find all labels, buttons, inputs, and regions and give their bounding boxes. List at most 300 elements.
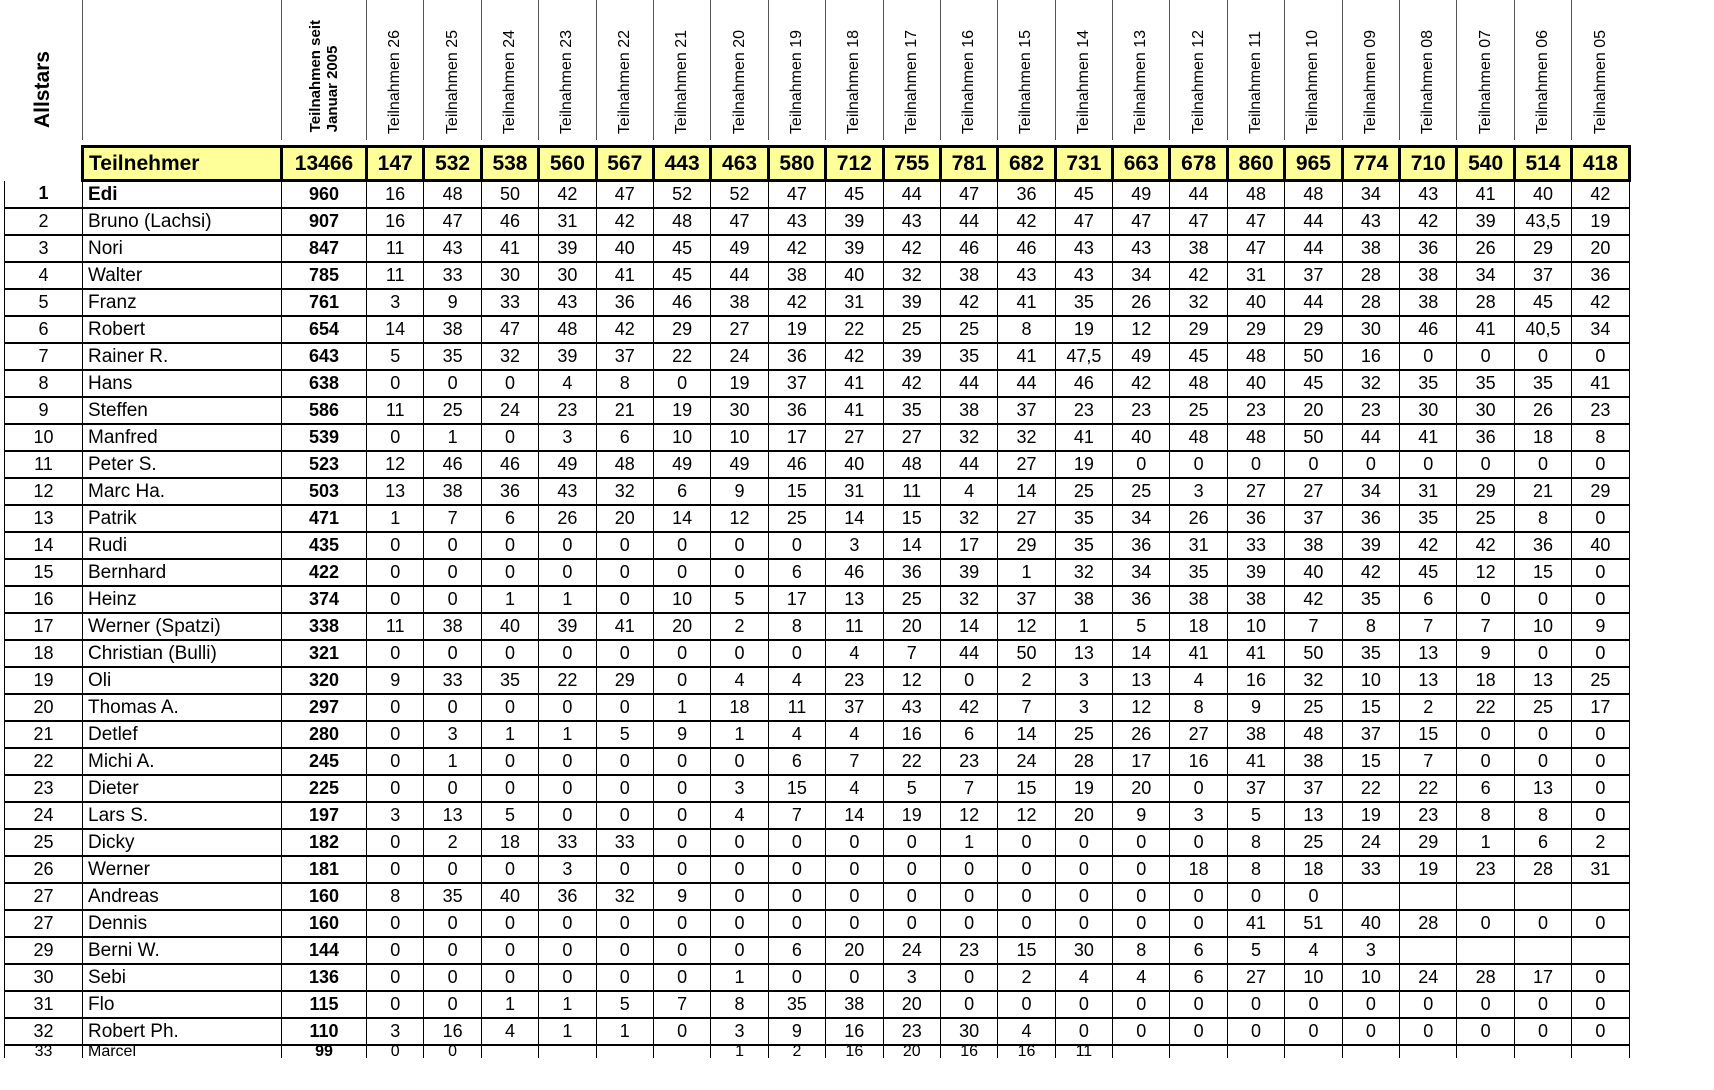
value-cell: 11 bbox=[367, 235, 424, 262]
value-cell: 31 bbox=[539, 208, 596, 235]
value-cell: 36 bbox=[1514, 532, 1571, 559]
value-cell: 0 bbox=[596, 694, 653, 721]
value-cell: 7 bbox=[826, 748, 883, 775]
value-cell: 0 bbox=[596, 640, 653, 667]
value-cell: 0 bbox=[1113, 451, 1170, 478]
column-header-cell bbox=[998, 0, 1055, 140]
total-cell: 160 bbox=[282, 883, 367, 910]
value-cell: 9 bbox=[424, 289, 481, 316]
value-cell: 48 bbox=[1227, 181, 1284, 209]
name-cell: Sebi bbox=[83, 964, 282, 991]
value-cell: 0 bbox=[481, 370, 538, 397]
value-cell: 0 bbox=[711, 910, 768, 937]
value-cell: 0 bbox=[596, 775, 653, 802]
value-cell: 0 bbox=[424, 559, 481, 586]
name-cell: Nori bbox=[83, 235, 282, 262]
value-cell: 3 bbox=[367, 1018, 424, 1045]
value-cell: 32 bbox=[1170, 289, 1227, 316]
value-cell: 7 bbox=[1457, 613, 1514, 640]
value-cell: 34 bbox=[1572, 316, 1629, 343]
value-cell: 37 bbox=[1285, 262, 1342, 289]
value-cell: 28 bbox=[1514, 856, 1571, 883]
table-row bbox=[5, 991, 1630, 1018]
total-cell: 643 bbox=[282, 343, 367, 370]
value-cell: 38 bbox=[1400, 289, 1457, 316]
value-cell: 2 bbox=[998, 964, 1055, 991]
value-cell: 5 bbox=[711, 586, 768, 613]
value-cell: 0 bbox=[539, 910, 596, 937]
value-cell: 4 bbox=[481, 1018, 538, 1045]
value-cell: 5 bbox=[367, 343, 424, 370]
value-cell: 43 bbox=[1400, 181, 1457, 209]
value-cell: 9 bbox=[653, 721, 710, 748]
value-cell: 42 bbox=[1572, 181, 1629, 209]
rank-cell: 9 bbox=[5, 397, 83, 424]
value-cell: 30 bbox=[940, 1018, 997, 1045]
value-cell: 18 bbox=[1170, 613, 1227, 640]
table-row bbox=[5, 721, 1630, 748]
value-cell: 0 bbox=[596, 802, 653, 829]
column-header-cell bbox=[367, 0, 424, 140]
value-cell: 1 bbox=[481, 991, 538, 1018]
name-cell: Christian (Bulli) bbox=[83, 640, 282, 667]
value-cell: 0 bbox=[653, 937, 710, 964]
value-cell: 7 bbox=[424, 505, 481, 532]
name-cell: Rainer R. bbox=[83, 343, 282, 370]
value-cell: 13 bbox=[1400, 667, 1457, 694]
value-cell: 28 bbox=[1342, 262, 1399, 289]
value-cell: 0 bbox=[424, 640, 481, 667]
summary-value: 514 bbox=[1514, 147, 1571, 181]
total-cell: 471 bbox=[282, 505, 367, 532]
rank-cell: 11 bbox=[5, 451, 83, 478]
value-cell: 36 bbox=[1227, 505, 1284, 532]
value-cell: 41 bbox=[1227, 910, 1284, 937]
value-cell: 1 bbox=[367, 505, 424, 532]
value-cell: 1 bbox=[424, 748, 481, 775]
column-header-cell bbox=[1170, 0, 1227, 140]
name-cell: Edi bbox=[83, 181, 282, 209]
column-header-label: Teilnahmen 09 bbox=[1361, 29, 1379, 134]
summary-value: 781 bbox=[940, 147, 997, 181]
table-row bbox=[5, 883, 1630, 910]
value-cell: 23 bbox=[1457, 856, 1514, 883]
value-cell bbox=[1342, 883, 1399, 910]
summary-value: 755 bbox=[883, 147, 940, 181]
column-header-cell bbox=[711, 0, 768, 140]
value-cell: 11 bbox=[367, 613, 424, 640]
value-cell: 0 bbox=[367, 586, 424, 613]
rank-cell: 30 bbox=[5, 964, 83, 991]
value-cell: 8 bbox=[1572, 424, 1629, 451]
value-cell: 0 bbox=[1055, 856, 1112, 883]
total-cell: 338 bbox=[282, 613, 367, 640]
value-cell: 0 bbox=[1285, 451, 1342, 478]
value-cell: 38 bbox=[1227, 586, 1284, 613]
summary-blank-cell bbox=[5, 147, 83, 181]
value-cell: 0 bbox=[1170, 775, 1227, 802]
value-cell: 0 bbox=[826, 883, 883, 910]
summary-value: 147 bbox=[367, 147, 424, 181]
value-cell: 3 bbox=[1170, 802, 1227, 829]
rank-cell: 23 bbox=[5, 775, 83, 802]
column-header-label: Teilnahmen 16 bbox=[960, 29, 978, 134]
value-cell: 2 bbox=[711, 613, 768, 640]
column-header-wrap bbox=[1457, 2, 1513, 140]
value-cell: 19 bbox=[1055, 316, 1112, 343]
value-cell: 48 bbox=[1170, 424, 1227, 451]
value-cell: 0 bbox=[1572, 748, 1629, 775]
value-cell: 11 bbox=[768, 694, 825, 721]
value-cell: 42 bbox=[768, 235, 825, 262]
value-cell: 0 bbox=[1227, 1018, 1284, 1045]
value-cell: 0 bbox=[1457, 748, 1514, 775]
value-cell: 50 bbox=[1285, 640, 1342, 667]
value-cell: 8 bbox=[711, 991, 768, 1018]
value-cell: 0 bbox=[1514, 1018, 1571, 1045]
value-cell: 0 bbox=[539, 640, 596, 667]
total-cell: 960 bbox=[282, 181, 367, 209]
value-cell: 8 bbox=[1457, 802, 1514, 829]
allstars-table bbox=[4, 0, 1631, 1058]
value-cell: 0 bbox=[1342, 451, 1399, 478]
value-cell: 25 bbox=[883, 586, 940, 613]
value-cell: 7 bbox=[653, 991, 710, 1018]
column-header-wrap bbox=[1113, 2, 1169, 140]
name-cell: Patrik bbox=[83, 505, 282, 532]
value-cell: 36 bbox=[768, 397, 825, 424]
value-cell: 46 bbox=[1400, 316, 1457, 343]
value-cell: 20 bbox=[1055, 802, 1112, 829]
value-cell: 0 bbox=[539, 802, 596, 829]
value-cell: 33 bbox=[424, 262, 481, 289]
total-cell: 321 bbox=[282, 640, 367, 667]
value-cell: 0 bbox=[367, 721, 424, 748]
value-cell: 0 bbox=[998, 856, 1055, 883]
value-cell: 1 bbox=[539, 586, 596, 613]
name-cell: Thomas A. bbox=[83, 694, 282, 721]
value-cell: 0 bbox=[424, 532, 481, 559]
value-cell: 0 bbox=[1514, 991, 1571, 1018]
value-cell: 0 bbox=[1400, 1018, 1457, 1045]
name-cell: Steffen bbox=[83, 397, 282, 424]
rank-cell: 25 bbox=[5, 829, 83, 856]
value-cell bbox=[1514, 1045, 1571, 1058]
value-cell: 46 bbox=[1055, 370, 1112, 397]
value-cell: 0 bbox=[424, 910, 481, 937]
summary-value: 538 bbox=[481, 147, 538, 181]
value-cell: 0 bbox=[1572, 991, 1629, 1018]
value-cell: 4 bbox=[539, 370, 596, 397]
value-cell: 9 bbox=[1227, 694, 1284, 721]
value-cell: 0 bbox=[367, 1045, 424, 1058]
value-cell: 36 bbox=[1400, 235, 1457, 262]
value-cell: 2 bbox=[1572, 829, 1629, 856]
value-cell: 38 bbox=[940, 397, 997, 424]
value-cell: 31 bbox=[826, 478, 883, 505]
value-cell: 42 bbox=[883, 235, 940, 262]
value-cell: 23 bbox=[1227, 397, 1284, 424]
value-cell: 15 bbox=[768, 478, 825, 505]
value-cell: 38 bbox=[1285, 532, 1342, 559]
column-header-wrap bbox=[998, 2, 1054, 140]
value-cell: 0 bbox=[1514, 586, 1571, 613]
rank-cell: 7 bbox=[5, 343, 83, 370]
rank-cell: 20 bbox=[5, 694, 83, 721]
value-cell: 1 bbox=[711, 721, 768, 748]
value-cell: 42 bbox=[1400, 532, 1457, 559]
rank-cell: 16 bbox=[5, 586, 83, 613]
column-header-wrap bbox=[1400, 2, 1456, 140]
value-cell: 49 bbox=[1113, 181, 1170, 209]
value-cell: 0 bbox=[768, 640, 825, 667]
value-cell: 50 bbox=[481, 181, 538, 209]
value-cell: 30 bbox=[711, 397, 768, 424]
value-cell: 40 bbox=[826, 451, 883, 478]
value-cell: 0 bbox=[1572, 721, 1629, 748]
value-cell bbox=[1170, 1045, 1227, 1058]
value-cell: 0 bbox=[1514, 451, 1571, 478]
value-cell: 27 bbox=[711, 316, 768, 343]
value-cell: 24 bbox=[481, 397, 538, 424]
value-cell: 32 bbox=[998, 424, 1055, 451]
value-cell: 0 bbox=[1457, 721, 1514, 748]
value-cell: 7 bbox=[998, 694, 1055, 721]
value-cell: 5 bbox=[1227, 802, 1284, 829]
value-cell: 41 bbox=[998, 343, 1055, 370]
value-cell: 0 bbox=[653, 964, 710, 991]
value-cell: 12 bbox=[1113, 316, 1170, 343]
value-cell: 35 bbox=[1514, 370, 1571, 397]
value-cell: 0 bbox=[711, 937, 768, 964]
value-cell: 0 bbox=[653, 829, 710, 856]
total-cell: 503 bbox=[282, 478, 367, 505]
value-cell: 8 bbox=[1170, 694, 1227, 721]
value-cell bbox=[1457, 1045, 1514, 1058]
value-cell: 31 bbox=[1572, 856, 1629, 883]
value-cell: 23 bbox=[1400, 802, 1457, 829]
value-cell: 34 bbox=[1113, 505, 1170, 532]
value-cell: 21 bbox=[596, 397, 653, 424]
value-cell: 43 bbox=[539, 289, 596, 316]
value-cell: 14 bbox=[826, 802, 883, 829]
value-cell: 4 bbox=[711, 802, 768, 829]
column-header-wrap bbox=[769, 2, 825, 140]
name-cell: Oli bbox=[83, 667, 282, 694]
value-cell: 0 bbox=[539, 559, 596, 586]
value-cell bbox=[1514, 937, 1571, 964]
value-cell: 17 bbox=[1572, 694, 1629, 721]
value-cell: 41 bbox=[826, 370, 883, 397]
column-header-wrap bbox=[654, 2, 710, 140]
value-cell: 0 bbox=[1055, 883, 1112, 910]
summary-value: 710 bbox=[1400, 147, 1457, 181]
value-cell: 0 bbox=[596, 532, 653, 559]
value-cell: 12 bbox=[367, 451, 424, 478]
value-cell: 29 bbox=[1170, 316, 1227, 343]
value-cell: 13 bbox=[367, 478, 424, 505]
value-cell: 39 bbox=[940, 559, 997, 586]
value-cell: 35 bbox=[1055, 505, 1112, 532]
name-cell: Heinz bbox=[83, 586, 282, 613]
value-cell: 0 bbox=[1572, 559, 1629, 586]
column-header-cell bbox=[1400, 0, 1457, 140]
value-cell: 18 bbox=[1170, 856, 1227, 883]
value-cell: 20 bbox=[883, 613, 940, 640]
column-header-label: Teilnahmen 25 bbox=[443, 29, 461, 134]
value-cell: 16 bbox=[367, 208, 424, 235]
column-header-label: Teilnahmen 05 bbox=[1591, 29, 1609, 134]
total-cell: 144 bbox=[282, 937, 367, 964]
value-cell: 0 bbox=[1170, 451, 1227, 478]
value-cell: 21 bbox=[1514, 478, 1571, 505]
value-cell: 34 bbox=[1113, 559, 1170, 586]
value-cell: 15 bbox=[1400, 721, 1457, 748]
value-cell: 10 bbox=[1227, 613, 1284, 640]
table-row bbox=[5, 964, 1630, 991]
value-cell: 24 bbox=[711, 343, 768, 370]
value-cell bbox=[1572, 937, 1629, 964]
value-cell: 24 bbox=[1342, 829, 1399, 856]
value-cell: 43 bbox=[424, 235, 481, 262]
column-header-wrap bbox=[941, 2, 997, 140]
value-cell: 0 bbox=[1457, 343, 1514, 370]
value-cell: 10 bbox=[1342, 667, 1399, 694]
value-cell bbox=[1227, 1045, 1284, 1058]
value-cell: 32 bbox=[481, 343, 538, 370]
value-cell: 43 bbox=[998, 262, 1055, 289]
value-cell: 0 bbox=[1514, 640, 1571, 667]
value-cell: 32 bbox=[596, 478, 653, 505]
value-cell: 0 bbox=[998, 829, 1055, 856]
value-cell: 46 bbox=[481, 451, 538, 478]
value-cell: 0 bbox=[1170, 910, 1227, 937]
value-cell: 1 bbox=[481, 586, 538, 613]
value-cell: 16 bbox=[424, 1018, 481, 1045]
value-cell: 46 bbox=[768, 451, 825, 478]
value-cell: 41 bbox=[596, 613, 653, 640]
table-row bbox=[5, 640, 1630, 667]
total-cell: 245 bbox=[282, 748, 367, 775]
value-cell: 0 bbox=[481, 559, 538, 586]
value-cell: 11 bbox=[1055, 1045, 1112, 1058]
value-cell: 47 bbox=[1113, 208, 1170, 235]
summary-value: 567 bbox=[596, 147, 653, 181]
value-cell: 27 bbox=[1285, 478, 1342, 505]
value-cell: 40 bbox=[1113, 424, 1170, 451]
column-header-cell bbox=[481, 0, 538, 140]
value-cell: 0 bbox=[883, 883, 940, 910]
value-cell: 11 bbox=[883, 478, 940, 505]
value-cell: 4 bbox=[768, 721, 825, 748]
total-cell: 115 bbox=[282, 991, 367, 1018]
value-cell: 8 bbox=[768, 613, 825, 640]
value-cell: 0 bbox=[768, 910, 825, 937]
value-cell: 38 bbox=[1342, 235, 1399, 262]
value-cell: 22 bbox=[883, 748, 940, 775]
value-cell: 41 bbox=[1457, 316, 1514, 343]
value-cell: 0 bbox=[1113, 910, 1170, 937]
rank-cell: 13 bbox=[5, 505, 83, 532]
value-cell: 0 bbox=[1572, 451, 1629, 478]
value-cell: 3 bbox=[367, 802, 424, 829]
value-cell: 18 bbox=[711, 694, 768, 721]
value-cell: 20 bbox=[883, 991, 940, 1018]
value-cell: 12 bbox=[998, 613, 1055, 640]
value-cell: 12 bbox=[940, 802, 997, 829]
value-cell: 15 bbox=[1342, 748, 1399, 775]
table-row bbox=[5, 532, 1630, 559]
value-cell: 48 bbox=[424, 181, 481, 209]
value-cell: 0 bbox=[424, 694, 481, 721]
value-cell: 10 bbox=[653, 424, 710, 451]
rank-cell: 15 bbox=[5, 559, 83, 586]
value-cell: 15 bbox=[998, 937, 1055, 964]
value-cell: 8 bbox=[596, 370, 653, 397]
value-cell bbox=[1572, 1045, 1629, 1058]
column-header-wrap bbox=[1228, 2, 1284, 140]
value-cell: 44 bbox=[940, 451, 997, 478]
column-header-cell bbox=[826, 0, 883, 140]
value-cell: 0 bbox=[596, 856, 653, 883]
value-cell: 41 bbox=[481, 235, 538, 262]
value-cell: 38 bbox=[940, 262, 997, 289]
allstars-title: Allstars bbox=[31, 50, 55, 128]
value-cell: 24 bbox=[1400, 964, 1457, 991]
value-cell: 3 bbox=[826, 532, 883, 559]
table-row bbox=[5, 316, 1630, 343]
value-cell: 35 bbox=[1055, 532, 1112, 559]
value-cell bbox=[1342, 1045, 1399, 1058]
total-cell: 638 bbox=[282, 370, 367, 397]
value-cell: 0 bbox=[1572, 640, 1629, 667]
value-cell: 19 bbox=[1342, 802, 1399, 829]
value-cell: 4 bbox=[1055, 964, 1112, 991]
value-cell: 0 bbox=[1342, 991, 1399, 1018]
column-header-wrap bbox=[1515, 2, 1571, 140]
value-cell: 36 bbox=[1342, 505, 1399, 532]
value-cell: 15 bbox=[883, 505, 940, 532]
value-cell: 12 bbox=[883, 667, 940, 694]
value-cell: 25 bbox=[1457, 505, 1514, 532]
value-cell: 0 bbox=[653, 748, 710, 775]
value-cell: 14 bbox=[940, 613, 997, 640]
value-cell: 18 bbox=[1514, 424, 1571, 451]
rank-cell: 17 bbox=[5, 613, 83, 640]
rank-cell: 19 bbox=[5, 667, 83, 694]
value-cell: 45 bbox=[1285, 370, 1342, 397]
value-cell: 0 bbox=[1572, 802, 1629, 829]
value-cell: 0 bbox=[1514, 343, 1571, 370]
value-cell: 10 bbox=[1342, 964, 1399, 991]
total-cell: 523 bbox=[282, 451, 367, 478]
value-cell: 11 bbox=[367, 262, 424, 289]
value-cell: 14 bbox=[826, 505, 883, 532]
value-cell: 38 bbox=[424, 316, 481, 343]
value-cell: 35 bbox=[1342, 640, 1399, 667]
value-cell: 43 bbox=[768, 208, 825, 235]
column-header-cell bbox=[596, 0, 653, 140]
value-cell: 4 bbox=[1285, 937, 1342, 964]
value-cell: 1 bbox=[711, 964, 768, 991]
value-cell: 0 bbox=[826, 964, 883, 991]
value-cell: 33 bbox=[481, 289, 538, 316]
value-cell: 14 bbox=[1113, 640, 1170, 667]
value-cell: 23 bbox=[940, 748, 997, 775]
column-header-wrap bbox=[826, 2, 882, 140]
value-cell: 1 bbox=[711, 1045, 768, 1058]
value-cell bbox=[1457, 937, 1514, 964]
